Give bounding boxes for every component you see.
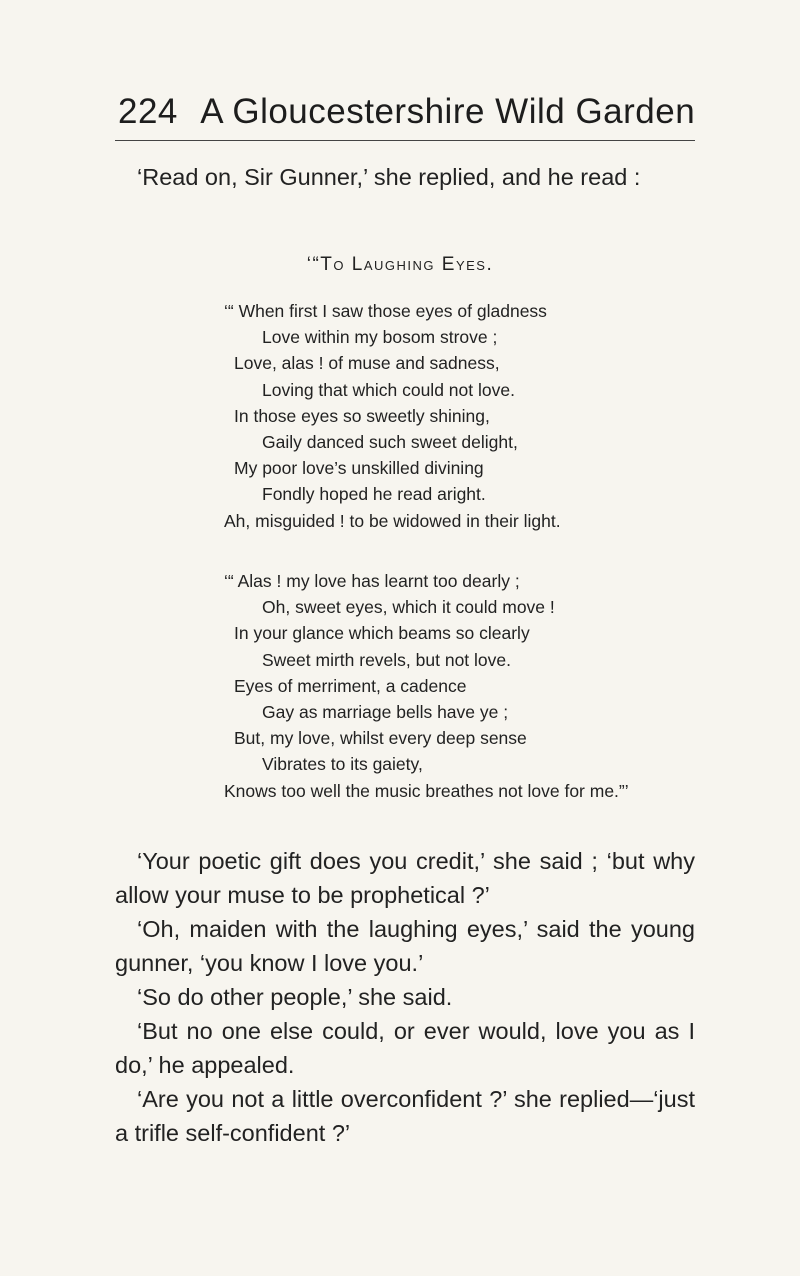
header-rule (115, 140, 695, 141)
intro-paragraph (115, 160, 695, 194)
paragraph: ‘Your poetic gift does you credit,’ she said ; ‘but why allow your muse to be prophetical ?’ (115, 848, 695, 908)
poem-line: Gaily danced such sweet delight, (262, 432, 518, 453)
closing-paragraphs (115, 844, 695, 1150)
paragraph: ‘Read on, Sir Gunner,’ she replied, and he read : (137, 164, 641, 190)
poem-stanza-1 (224, 298, 561, 534)
paragraph: ‘Oh, maiden with the laughing eyes,’ said the young gunner, ‘you know I love you.’ (115, 916, 695, 976)
poem-line: Love, alas ! of muse and sadness, (234, 353, 500, 374)
poem-line: Gay as marriage bells have ye ; (262, 702, 509, 723)
poem-line: ‘“ Alas ! my love has learnt too dearly ; (224, 571, 520, 591)
poem-line: Oh, sweet eyes, which it could move ! (262, 597, 555, 618)
poem-line: Sweet mirth revels, but not love. (262, 649, 511, 670)
poem-line: Vibrates to its gaiety, (262, 754, 423, 775)
poem-line: My poor love’s unskilled divining (234, 458, 484, 479)
poem-line: Love within my bosom strove ; (262, 327, 498, 348)
poem-line: In those eyes so sweetly shining, (234, 405, 490, 426)
poem-line: In your glance which beams so clearly (234, 623, 530, 644)
poem-line: Knows too well the music breathes not love for me.”’ (224, 780, 629, 801)
page-number: 224 (118, 92, 178, 131)
poem-stanza-2 (224, 568, 629, 804)
poem-line: ‘“ When first I saw those eyes of gladness (224, 301, 547, 321)
poem-line: Ah, misguided ! to be widowed in their light. (224, 510, 561, 531)
poem-line: Fondly hoped he read aright. (262, 484, 486, 505)
running-title: A Gloucestershire Wild Garden (200, 92, 696, 131)
poem-title: ‘“To Laughing Eyes. (306, 254, 494, 275)
poem-line: Eyes of merriment, a cadence (234, 675, 467, 696)
poem-line: Loving that which could not love. (262, 379, 515, 400)
paragraph: ‘So do other people,’ she said. (137, 984, 453, 1010)
poem-line: But, my love, whilst every deep sense (234, 728, 527, 749)
running-header (118, 92, 696, 132)
paragraph: ‘But no one else could, or ever would, love you as I do,’ he appealed. (115, 1018, 695, 1078)
paragraph: ‘Are you not a little overconfident ?’ she replied—‘just a trifle self-confident ?’ (115, 1086, 695, 1146)
